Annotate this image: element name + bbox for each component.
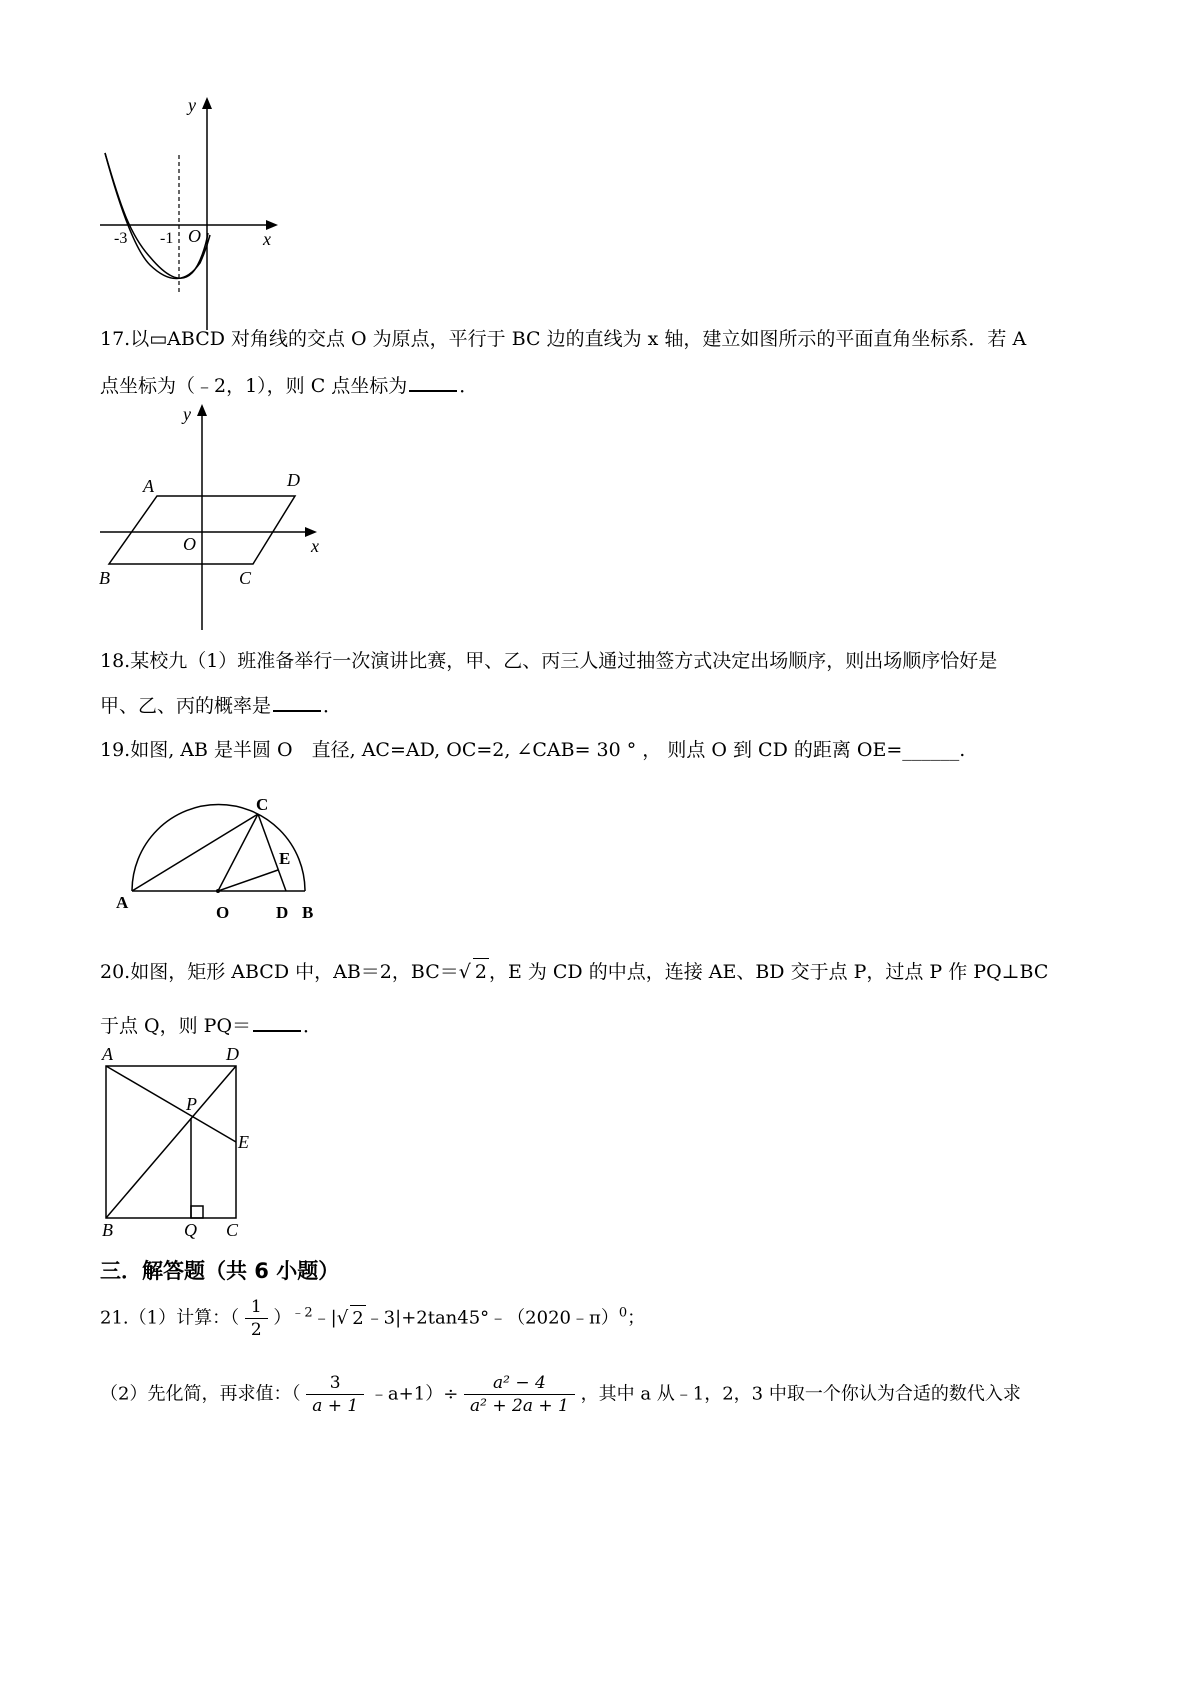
tick-label-minus-1: -1 (160, 230, 174, 247)
origin-label: O (188, 226, 201, 246)
q21-p2-rest: ，其中 a 从﹣1，2，3 中取一个你认为合适的数代入求 (580, 1383, 1021, 1405)
question-18-text: 甲、乙、丙的概率是 (100, 695, 272, 717)
question-17-end: ． (459, 375, 479, 397)
q21-p1-exponent: ﹣2 (291, 1305, 313, 1321)
point-o-label: O (216, 903, 230, 922)
point-c-label: C (256, 795, 269, 814)
tick-label-minus-3: -3 (114, 230, 128, 247)
question-20-text-a: 20.如图，矩形 ABCD 中，AB＝2，BC＝ (100, 961, 459, 983)
question-18-line-1: 18.某校九（1）班准备举行一次演讲比赛，甲、乙、丙三人通过抽签方式决定出场顺序，则出场顺序恰好是 (100, 650, 998, 672)
parabola-figure (100, 95, 300, 335)
x-axis-label: x (311, 536, 319, 556)
sqrt-value: 2 (473, 958, 489, 985)
point-c-label: C (226, 1220, 239, 1240)
point-p-label: P (186, 1094, 197, 1114)
question-20-line-2 (100, 1012, 322, 1039)
point-a-label: A (116, 893, 129, 912)
q21-p1-end: ； (627, 1307, 646, 1329)
q21-p1-mid: ） (273, 1307, 292, 1329)
semicircle-figure (110, 792, 335, 922)
q21-p2-mid: ﹣a+1）÷ (369, 1383, 459, 1405)
q21-p1-abs-open: ﹣| (312, 1307, 337, 1329)
point-b-label: B (102, 1220, 113, 1240)
parallelogram-figure (95, 400, 345, 635)
point-b-label: B (302, 903, 314, 922)
question-20-text-b: ，E 为 CD 的中点，连接 AE、BD 交于点 P，过点 P 作 PQ⊥BC (488, 961, 1049, 983)
question-18-line-2 (100, 692, 342, 719)
question-18-end: ． (323, 695, 343, 717)
q21-p1-prefix: 21.（1）计算：（ (100, 1307, 240, 1329)
q21-p1-exponent-zero: 0 (618, 1305, 628, 1321)
question-20-line-1 (100, 958, 1048, 985)
question-17-text: 点坐标为（﹣2，1），则 C 点坐标为 (100, 375, 408, 397)
y-axis-label: y (188, 95, 196, 115)
question-17-line-1: 17.以▭ABCD 对角线的交点 O 为原点，平行于 BC 边的直线为 x 轴，建立如图所示的平面直角坐标系．若 A (100, 328, 1027, 350)
point-c-label: C (239, 568, 252, 588)
section-3-heading: 三．解答题（共 6 小题） (100, 1259, 340, 1283)
fraction-a2-minus-4: $\frac{\text{a² − 4}}{\text{a² + 2a + 1}}$ (464, 1372, 575, 1417)
question-21-part-1 (100, 1296, 645, 1341)
point-b-label: B (99, 568, 110, 588)
question-20-text-c: 于点 Q，则 PQ＝ (100, 1015, 252, 1037)
question-21-part-2 (100, 1372, 1021, 1417)
point-e-label: E (279, 849, 291, 868)
point-a-label: A (102, 1044, 113, 1064)
point-q-label: Q (184, 1220, 197, 1240)
q21-p1-rest: ﹣3|+2tan45°﹣（2020﹣π） (365, 1307, 619, 1329)
fraction-one-half: $\frac{1}{2}$ (245, 1296, 268, 1341)
y-axis-label: y (183, 404, 191, 424)
origin-label: O (183, 534, 196, 554)
answer-blank-17[interactable] (409, 372, 457, 392)
answer-blank-18[interactable] (273, 692, 321, 712)
q21-p2-prefix: （2）先化简，再求值：（ (100, 1383, 301, 1405)
q21-p1-sqrt: 2 (350, 1305, 365, 1332)
answer-blank-20[interactable] (253, 1012, 301, 1032)
point-e-label: E (238, 1132, 249, 1152)
question-17-line-2 (100, 372, 478, 399)
sqrt-sign: √ (336, 1307, 349, 1329)
point-a-label: A (143, 476, 154, 496)
point-d-label: D (226, 1044, 239, 1064)
fraction-3-over-a-plus-1: $\frac{3}{a + 1}$ (306, 1372, 364, 1417)
point-d-label: D (276, 903, 289, 922)
x-axis-label: x (263, 229, 271, 249)
question-19-text: 19.如图, AB 是半圆 O 直径, AC=AD, OC=2, ∠CAB= 30 ° ， 则点 O 到 CD 的距离 OE=______. (100, 739, 966, 761)
sqrt-sign: √ (458, 961, 471, 983)
rectangle-figure (96, 1040, 266, 1240)
point-d-label: D (287, 470, 300, 490)
question-20-end: ． (303, 1015, 323, 1037)
